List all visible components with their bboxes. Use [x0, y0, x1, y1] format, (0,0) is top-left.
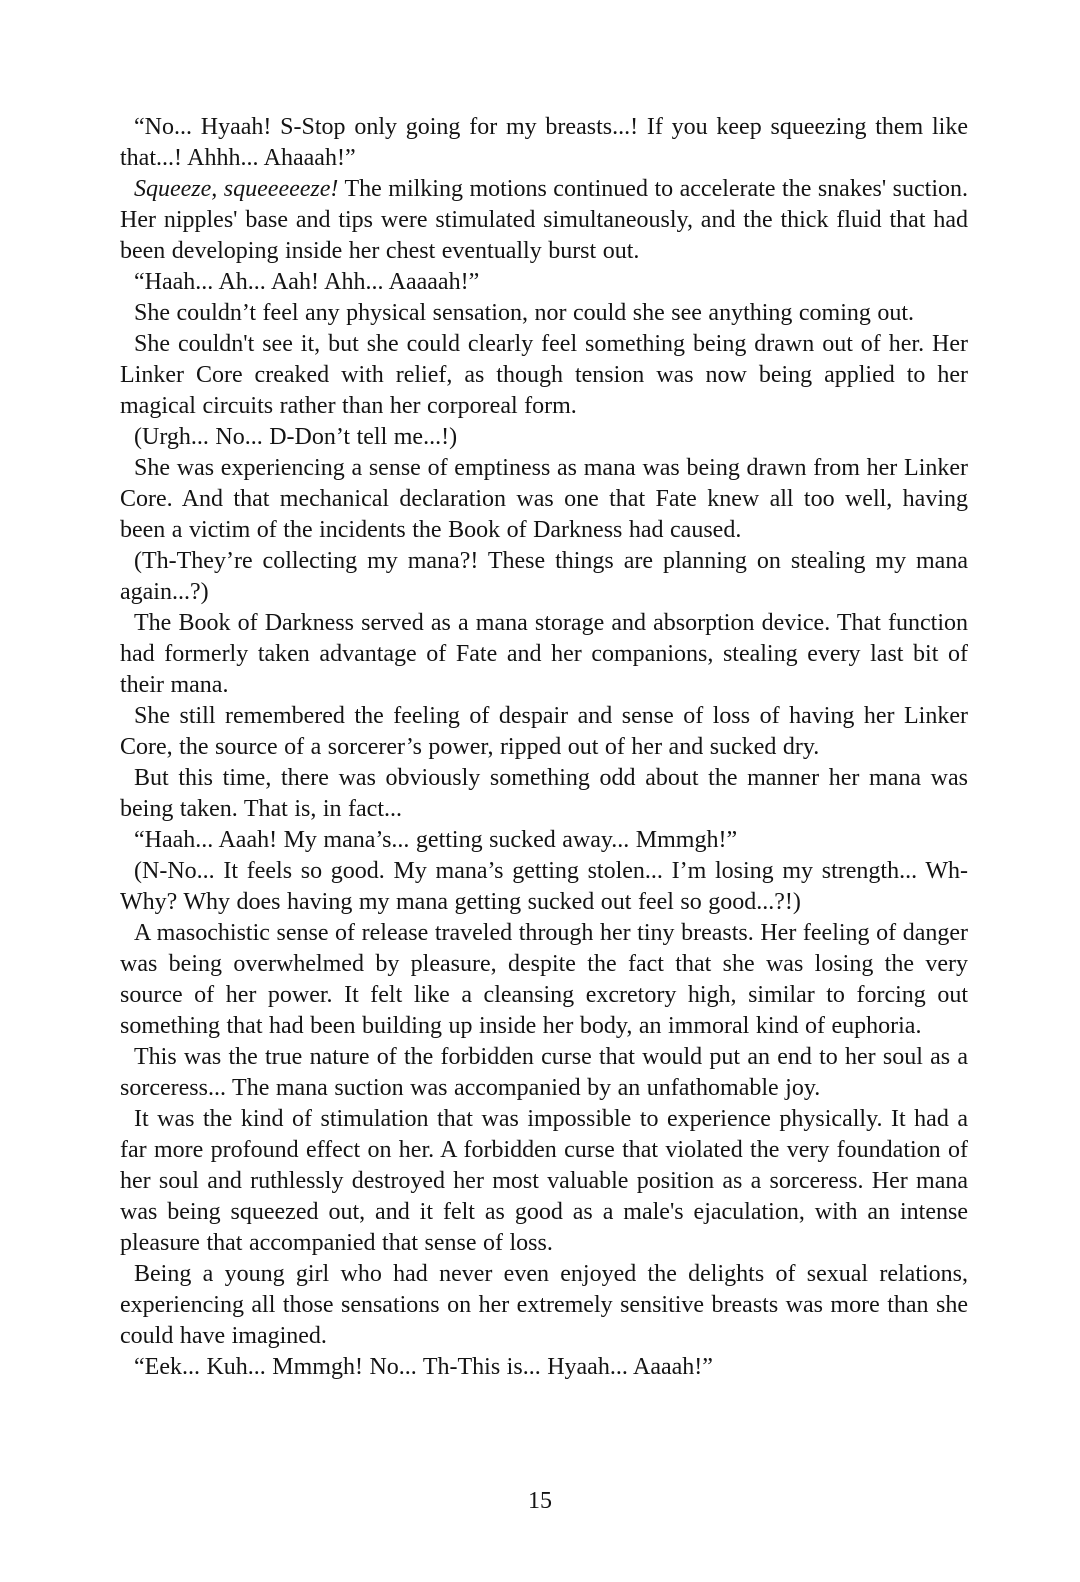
paragraph: [120, 1259, 968, 1352]
paragraph-segment: Being a young girl who had never even enjoyed the delights of sexual relations, experiencing all those sensations on her extremely sensitive breasts was more than she could have imagined.: [120, 1261, 968, 1349]
paragraph-segment: “No... Hyaah! S-Stop only going for my breasts...! If you keep squeezing them like that...! Ahhh... Ahaaah!”: [120, 114, 968, 171]
paragraph-segment: The Book of Darkness served as a mana storage and absorption device. That function had formerly taken advantage of Fate and her companions, stealing every last bit of their mana.: [120, 610, 968, 698]
text-block: [120, 112, 968, 1383]
paragraph-segment: But this time, there was obviously something odd about the manner her mana was being taken. That is, in fact...: [120, 765, 968, 822]
paragraph: [120, 918, 968, 1042]
paragraph-segment: The milking motions continued to accelerate the snakes' suction. Her nipples' base and tips were stimulated simultaneously, and the thick fluid that had been developing inside her chest eventually burst out.: [120, 176, 968, 264]
paragraph: [120, 267, 968, 298]
paragraph-segment: She was experiencing a sense of emptiness as mana was being drawn from her Linker Core. And that mechanical declaration was one that Fate knew all too well, having been a victim of the incidents the Book of Darkness had caused.: [120, 455, 968, 543]
paragraph: [120, 546, 968, 608]
paragraph-segment: (Urgh... No... D-Don’t tell me...!): [134, 424, 458, 450]
paragraph: [120, 1104, 968, 1259]
paragraph-segment: “Haah... Ah... Aah! Ahh... Aaaaah!”: [134, 269, 480, 295]
paragraph: [120, 329, 968, 422]
paragraph: [120, 701, 968, 763]
paragraph-segment: A masochistic sense of release traveled through her tiny breasts. Her feeling of danger was being overwhelmed by pleasure, despite the fact that she was losing the very source of her power. It felt like a cleansing excretory high, similar to forcing out something that had been building up inside her body, an immoral kind of euphoria.: [120, 920, 968, 1039]
page-number: 15: [528, 1488, 552, 1514]
paragraph-segment: (Th-They’re collecting my mana?! These things are planning on stealing my mana again...?): [120, 548, 968, 605]
paragraph: [120, 608, 968, 701]
paragraph-segment: She couldn't see it, but she could clearly feel something being drawn out of her. Her Linker Core creaked with relief, as though tension was now being applied to her magical circuits rather than her corporeal form.: [120, 331, 968, 419]
paragraph: [120, 1042, 968, 1104]
paragraph: [120, 856, 968, 918]
paragraph: [120, 298, 968, 329]
paragraph-segment: It was the kind of stimulation that was impossible to experience physically. It had a far more profound effect on her. A forbidden curse that violated the very foundation of her soul and ruthlessly destroyed her most valuable position as a sorceress. Her mana was being squeezed out, and it felt as good as a male's ejaculation, with an intense pleasure that accompanied that sense of loss.: [120, 1106, 968, 1256]
paragraph-segment: She couldn’t feel any physical sensation, nor could she see anything coming out.: [134, 300, 915, 326]
paragraph: [120, 112, 968, 174]
paragraph: [120, 174, 968, 267]
paragraph-segment: (N-No... It feels so good. My mana’s getting stolen... I’m losing my strength... Wh-Why? Why does having my mana getting sucked out feel so good...?!): [120, 858, 968, 915]
paragraph: [120, 453, 968, 546]
paragraph: [120, 763, 968, 825]
paragraph-segment: She still remembered the feeling of despair and sense of loss of having her Linker Core, the source of a sorcerer’s power, ripped out of her and sucked dry.: [120, 703, 968, 760]
paragraph-segment: “Eek... Kuh... Mmmgh! No... Th-This is... Hyaah... Aaaah!”: [134, 1354, 713, 1380]
paragraph-italic-segment: Squeeze, squeeeeeze!: [134, 176, 339, 202]
paragraph-segment: This was the true nature of the forbidden curse that would put an end to her soul as a sorceress... The mana suction was accompanied by an unfathomable joy.: [120, 1044, 968, 1101]
paragraph: [120, 422, 968, 453]
paragraph: [120, 1352, 968, 1383]
paragraph-segment: “Haah... Aaah! My mana’s... getting sucked away... Mmmgh!”: [134, 827, 738, 853]
paragraph: [120, 825, 968, 856]
